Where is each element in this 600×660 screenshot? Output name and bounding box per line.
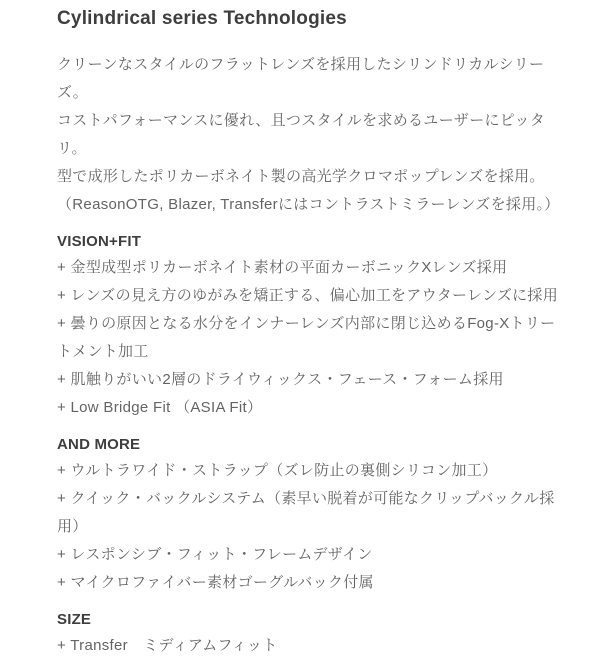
feature-item: + 曇りの原因となる水分をインナーレンズ内部に閉じ込めるFog-Xトリートメント加工 <box>57 315 556 360</box>
feature-item: + レスポンシブ・フィット・フレームデザイン <box>57 546 373 563</box>
intro-line: 型で成形したポリカーボネイト製の高光学クロマポップレンズを採用。 <box>57 168 545 185</box>
feature-item: + クイック・バックルシステム（素早い脱着が可能なクリップバックル採用） <box>57 490 555 535</box>
feature-item: + 金型成型ポリカーボネイト素材の平面カーボニックXレンズ採用 <box>57 259 508 276</box>
feature-item: + マイクロファイバー素材ゴーグルバック付属 <box>57 574 374 591</box>
page-title: Cylindrical series Technologies <box>57 8 347 29</box>
size-item: + Transfer ミディアムフィット <box>57 637 278 654</box>
section-heading-vision-fit: VISION+FIT <box>57 233 142 250</box>
section-heading-and-more: AND MORE <box>57 436 141 453</box>
feature-item: + Low Bridge Fit （ASIA Fit） <box>57 399 263 416</box>
feature-item: + ウルトラワイド・ストラップ（ズレ防止の裏側シリコン加工） <box>57 462 498 479</box>
intro-paragraph <box>57 51 562 219</box>
section-heading-size: SIZE <box>57 611 92 628</box>
section-vision-fit <box>57 232 562 422</box>
vision-fit-item-list <box>57 254 562 422</box>
intro-line: クリーンなスタイルのフラットレンズを採用したシリンドリカルシリーズ。 <box>57 56 545 101</box>
intro-line: コストパフォーマンスに優れ、且つスタイルを求めるユーザーにピッタリ。 <box>57 112 546 157</box>
and-more-item-list <box>57 457 562 597</box>
intro-line: （ReasonOTG, Blazer, Transferにはコントラストミラーレンズを採用。） <box>57 196 560 213</box>
section-and-more <box>57 435 562 597</box>
feature-item: + レンズの見え方のゆがみを矯正する、偏心加工をアウターレンズに採用 <box>57 287 559 304</box>
section-size <box>57 610 562 660</box>
feature-item: + 肌触りがいい2層のドライウィックス・フェース・フォーム採用 <box>57 371 504 388</box>
size-item-list <box>57 632 562 660</box>
